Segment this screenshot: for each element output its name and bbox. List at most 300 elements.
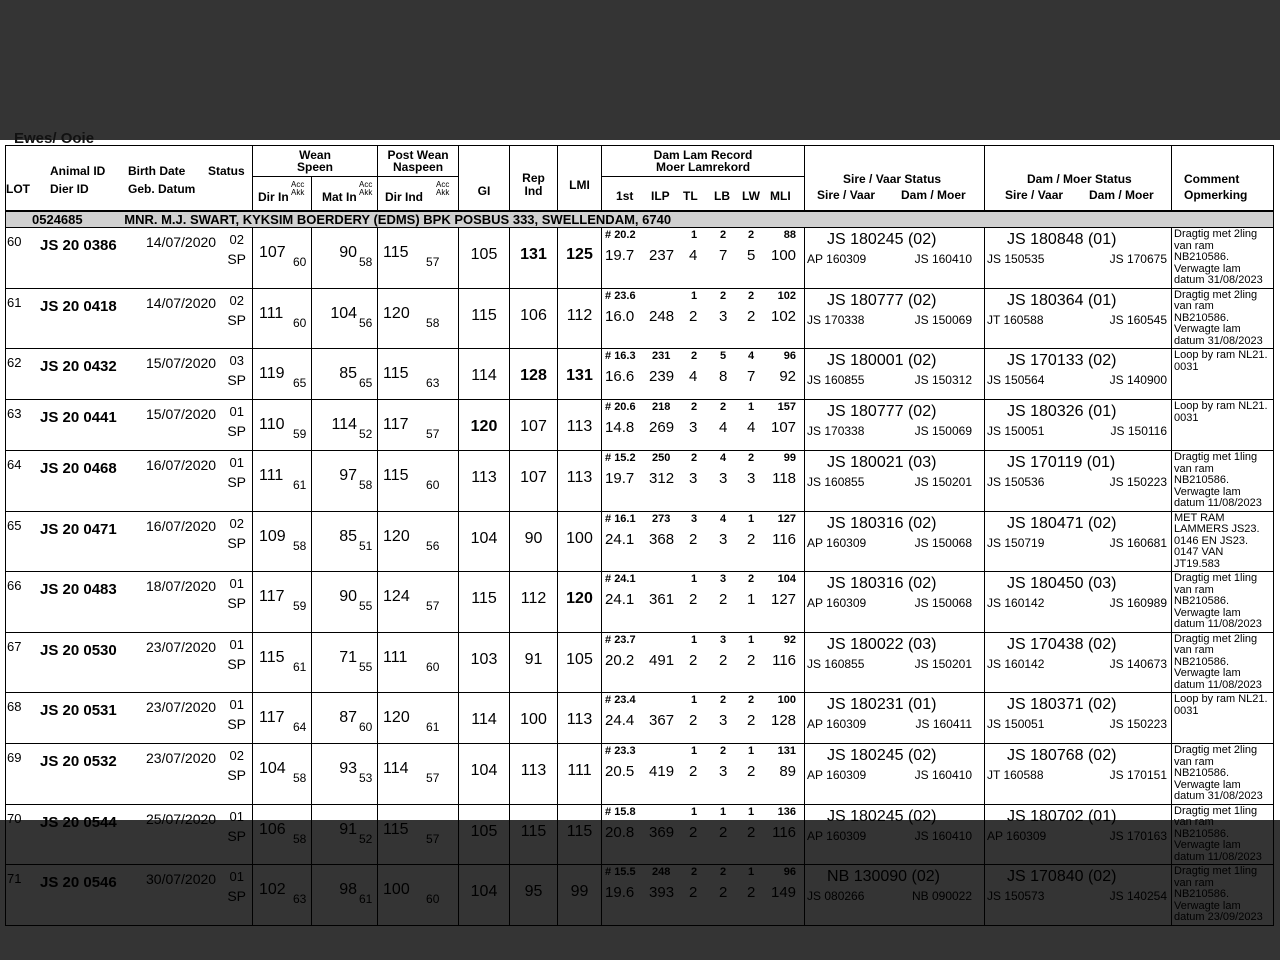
dam-mli-bottom: 127 — [770, 591, 797, 608]
mat-in-value: 90 — [339, 588, 358, 605]
lot-number: 65 — [7, 517, 22, 533]
lot-number: 62 — [7, 355, 22, 370]
dam-tl-top: 2 — [691, 866, 698, 878]
sire-dam-id: JS 160410 — [914, 768, 973, 782]
sire-status-cell — [805, 865, 985, 926]
lot-number: 64 — [7, 457, 22, 472]
geb-datum-header: Geb. Datum — [128, 182, 196, 196]
dam-lb-top: 3 — [720, 633, 727, 646]
rep-ind-value: 91 — [524, 650, 543, 668]
dam-lb-top: 1 — [720, 805, 727, 818]
id-cell — [6, 511, 253, 572]
dam-sire-id: JS 160142 — [987, 656, 1045, 671]
dam-mli-top: 157 — [777, 401, 797, 413]
lmi-value: 113 — [566, 469, 593, 486]
dir-in-cell — [253, 572, 312, 633]
table-row — [6, 349, 1274, 400]
dam-lb-bottom: 3 — [719, 470, 728, 487]
dir-in-acc-value: 64 — [293, 720, 307, 734]
dir-ind-value: 115 — [383, 467, 409, 484]
sire-sire-id: JS 160855 — [807, 656, 865, 671]
animal-id: JS 20 0544 — [40, 813, 117, 831]
status-header: Status — [208, 164, 245, 178]
dir-in-cell — [253, 632, 312, 693]
dam-lb-top: 2 — [720, 694, 727, 706]
dam-tl-top: 3 — [691, 512, 698, 525]
comment-cell — [1172, 693, 1274, 744]
id-cell — [6, 400, 253, 451]
dam-tl-bottom: 2 — [689, 307, 698, 325]
lot-number: 70 — [7, 810, 22, 826]
dam-mli-top: 104 — [777, 573, 797, 585]
lot-number: 66 — [7, 578, 22, 593]
lmi-value: 111 — [567, 762, 592, 779]
dam-lb-bottom: 2 — [719, 823, 728, 841]
lmi-cell — [558, 228, 602, 289]
mat-in-cell — [312, 288, 378, 349]
mat-in-cell — [312, 451, 378, 512]
sire-sire-id: JS 160855 — [807, 373, 865, 387]
mat-in-acc-value: 55 — [359, 599, 373, 613]
dam-id: JS 180848 (01) — [1007, 231, 1117, 248]
lmi-value: 113 — [566, 711, 593, 728]
dir-in-value: 110 — [259, 416, 285, 433]
dam-ilp-top: 250 — [652, 452, 671, 464]
dam-tl-bottom: 2 — [689, 884, 698, 901]
dam-lb-top: 2 — [720, 401, 727, 413]
dam-lw-top: 1 — [748, 633, 755, 646]
status-type: SP — [227, 716, 246, 732]
sire-sire-id: JS 080266 — [807, 889, 865, 903]
dam-id: JS 180371 (02) — [1007, 696, 1117, 713]
dam-tl-top: 2 — [691, 452, 698, 464]
mat-in-cell — [312, 632, 378, 693]
comment-cell — [1172, 228, 1274, 289]
gi-value: 103 — [470, 650, 498, 668]
comment-text: Loop by ram NL21. 0031 — [1174, 693, 1268, 717]
dam-ilp-top: 231 — [652, 350, 671, 362]
dam-mli-top: 99 — [783, 452, 797, 464]
dir-ind-cell — [378, 349, 459, 400]
dir-in-value: 117 — [259, 709, 285, 726]
dam-lam-record-header — [602, 146, 805, 177]
mat-in-acc-value: 61 — [359, 892, 373, 906]
dir-in-header — [253, 177, 312, 211]
comment-text: Dragtig met 1ling van ram NB210586. Verwagte lam datum 11/08/2023 — [1174, 451, 1262, 509]
dir-ind-cell — [378, 288, 459, 349]
lot-number: 60 — [7, 234, 22, 249]
mat-in-cell — [312, 400, 378, 451]
catalogue-sheet — [0, 130, 1280, 923]
gi-value: 105 — [470, 246, 498, 263]
lmi-value: 105 — [566, 650, 593, 668]
rep-ind-value: 115 — [520, 822, 547, 840]
rep-ind-header — [510, 146, 558, 212]
dam-mli-bottom: 92 — [779, 368, 797, 385]
dam-lw-top: 2 — [748, 694, 755, 706]
id-cell — [6, 693, 253, 744]
mat-in-header — [312, 177, 378, 211]
mat-in-acc-value: 56 — [359, 315, 373, 330]
sire-id: JS 180777 (02) — [827, 403, 937, 420]
sire-sire-id: JS 160855 — [807, 475, 865, 489]
rep-label: Rep — [522, 171, 545, 185]
mat-in-value: 97 — [339, 467, 358, 484]
dam-tl-top: 1 — [691, 573, 698, 585]
birth-date: 16/07/2020 — [146, 457, 217, 473]
cropped-title: Ewes/ Ooie — [14, 130, 95, 147]
gi-cell — [459, 451, 510, 512]
naspeen-label: Naspeen — [393, 160, 444, 174]
comment-cell — [1172, 451, 1274, 512]
dam-ilp-bottom: 419 — [649, 763, 675, 780]
dam-first-bottom: 16.0 — [605, 307, 635, 325]
dam-mli-bottom: 89 — [779, 763, 797, 780]
comment-text: Dragtig met 2ling van ram NB210586. Verwagte lam datum 31/08/2023 — [1174, 744, 1263, 802]
dam-lb-top: 4 — [720, 452, 727, 464]
dam-lb-bottom: 2 — [719, 591, 728, 608]
gi-header — [459, 146, 510, 212]
mat-in-value: 85 — [339, 365, 358, 382]
dir-ind-acc: Acc Akk — [436, 180, 450, 198]
mat-in-cell — [312, 804, 378, 865]
post-wean-label: Post Wean — [387, 148, 449, 162]
dam-mli-bottom: 100 — [770, 247, 797, 264]
dam-lw-bottom: 3 — [747, 470, 756, 487]
dam-lw-bottom: 5 — [747, 247, 756, 264]
comment-label: Comment — [1184, 172, 1240, 186]
comment-text: MET RAM LAMMERS JS23. 0146 EN JS23. 0147 VAN JT19.583 — [1174, 511, 1260, 570]
lmi-value: 99 — [570, 883, 589, 900]
sire-status-cell — [805, 400, 985, 451]
sire-dam-id: JS 150069 — [914, 312, 973, 327]
dir-ind-label: Dir Ind — [385, 190, 424, 205]
dam-first-top: # 23.7 — [605, 633, 636, 646]
breeder-code: 0524685 — [32, 212, 83, 227]
sire-status-cell — [805, 288, 985, 349]
table-row — [6, 693, 1274, 744]
mli-label: MLI — [770, 189, 791, 204]
dir-in-acc-value: 65 — [293, 376, 307, 390]
status-code: 01 — [229, 808, 244, 824]
dier-id-header: Dier ID — [50, 182, 89, 196]
dir-ind-cell — [378, 228, 459, 289]
sire-id: JS 180245 (02) — [827, 231, 937, 248]
dam-sire-id: AP 160309 — [987, 828, 1047, 843]
id-cell — [6, 349, 253, 400]
gi-cell — [459, 744, 510, 805]
dam-lam-subheader — [602, 177, 805, 211]
dam-mli-bottom: 116 — [772, 530, 797, 548]
dam-ilp-bottom: 367 — [649, 712, 675, 729]
gi-value: 114 — [471, 711, 497, 728]
sire-sire-id: JS 170338 — [807, 424, 865, 438]
dam-sire-id: JS 150564 — [987, 373, 1045, 387]
dir-in-acc-value: 58 — [293, 771, 307, 785]
sire-dam-id: NB 090022 — [911, 889, 973, 903]
animal-id-header: Animal ID — [50, 164, 106, 178]
dam-sire-id: JT 160588 — [987, 312, 1044, 327]
dam-lb-bottom: 3 — [719, 763, 728, 780]
animal-id: JS 20 0532 — [40, 753, 117, 770]
rep-ind-value: 112 — [520, 590, 547, 607]
dir-in-acc-value: 61 — [293, 478, 307, 492]
dam-status-cell — [985, 349, 1172, 400]
dam-ilp-bottom: 237 — [649, 247, 675, 264]
sire-id: NB 130090 (02) — [827, 868, 940, 885]
dir-in-value: 109 — [259, 527, 286, 545]
dam-tl-top: 1 — [691, 229, 698, 241]
comment-cell — [1172, 804, 1274, 865]
dam-ilp-bottom: 312 — [649, 470, 675, 487]
dam-ilp-bottom: 269 — [649, 419, 675, 436]
table-row — [6, 451, 1274, 512]
dir-in-value: 119 — [259, 365, 285, 382]
ewe-table — [5, 145, 1274, 926]
opmerking-label: Opmerking — [1184, 188, 1248, 202]
dam-ilp-bottom: 239 — [649, 368, 675, 385]
dam-lam-cell — [602, 693, 805, 744]
sire-status-cell — [805, 451, 985, 512]
sire-id: JS 180001 (02) — [827, 352, 937, 369]
sire-sire-id: AP 160309 — [807, 596, 867, 610]
dir-ind-acc-value: 57 — [426, 771, 440, 785]
dir-in-value: 106 — [259, 820, 286, 838]
comment-cell — [1172, 865, 1274, 926]
dir-ind-value: 120 — [383, 527, 410, 545]
mat-in-label: Mat In — [322, 190, 357, 205]
dam-ilp-bottom: 369 — [649, 823, 675, 841]
dam-tl-bottom: 3 — [689, 419, 698, 436]
sire-status-cell — [805, 572, 985, 633]
birth-date: 23/07/2020 — [146, 638, 217, 655]
dam-lam-cell — [602, 744, 805, 805]
dam-lb-bottom: 8 — [719, 368, 728, 385]
status-type: SP — [227, 767, 246, 783]
gi-label: GI — [477, 184, 491, 198]
dam-lam-cell — [602, 228, 805, 289]
rep-ind-value: 128 — [520, 367, 547, 384]
dam-lw-top: 2 — [748, 289, 755, 302]
dam-first-bottom: 24.4 — [605, 712, 635, 729]
animal-id: JS 20 0471 — [40, 520, 117, 538]
dam-lam-cell — [602, 572, 805, 633]
dam-dam-id: JS 150116 — [1110, 424, 1168, 438]
id-cell — [6, 572, 253, 633]
table-row — [6, 288, 1274, 349]
dam-tl-bottom: 3 — [689, 470, 698, 487]
dam-mli-bottom: 116 — [772, 823, 797, 841]
dam-lam-cell — [602, 632, 805, 693]
gi-value: 104 — [470, 529, 498, 547]
dam-lb-top: 5 — [720, 350, 727, 362]
dam-id: JS 180702 (01) — [1007, 807, 1117, 825]
dam-lam-record-label: Dam Lam Record — [653, 148, 753, 162]
sire-status-cell — [805, 632, 985, 693]
dam-id: JS 170133 (02) — [1007, 352, 1117, 369]
dam-mli-top: 88 — [783, 229, 797, 241]
lot-number: 67 — [7, 638, 22, 654]
dam-sire-id: JS 150051 — [987, 717, 1045, 731]
dam-id: JS 170438 (02) — [1007, 635, 1117, 653]
sire-dam-id: JS 150312 — [914, 373, 973, 387]
rep-cell — [510, 400, 558, 451]
wean-label: Wean — [299, 148, 331, 162]
dam-lb-top: 4 — [720, 512, 727, 525]
dam-first-bottom: 20.5 — [605, 763, 635, 780]
sire-status-cell — [805, 349, 985, 400]
lot-number: 68 — [7, 699, 22, 714]
dir-ind-value: 115 — [383, 365, 409, 382]
comment-text: Dragtig met 1ling van ram NB210586. Verwagte lam datum 11/08/2023 — [1174, 572, 1262, 630]
dir-ind-acc-value: 58 — [426, 315, 440, 330]
dam-sire-id: JT 160588 — [987, 768, 1044, 782]
dir-ind-cell — [378, 572, 459, 633]
dam-lb-bottom: 4 — [719, 419, 728, 436]
animal-id: JS 20 0483 — [40, 581, 117, 598]
sire-id: JS 180245 (02) — [827, 807, 937, 825]
dir-ind-acc-value: 60 — [426, 892, 440, 906]
dir-in-acc-value: 63 — [293, 892, 307, 906]
sire-sire-label: Sire / Vaar — [817, 188, 876, 202]
dam-mli-top: 131 — [777, 745, 797, 757]
dir-ind-value: 117 — [383, 416, 409, 433]
gi-value: 115 — [471, 590, 497, 607]
sire-sire-id: AP 160309 — [807, 768, 867, 782]
dir-ind-cell — [378, 451, 459, 512]
birth-date-header: Birth Date — [128, 164, 186, 178]
dam-dam-id: JS 160545 — [1109, 312, 1168, 327]
status-code: 01 — [229, 636, 244, 652]
comment-cell — [1172, 349, 1274, 400]
id-cell — [6, 804, 253, 865]
rep-cell — [510, 511, 558, 572]
dam-lb-bottom: 2 — [719, 651, 728, 669]
dam-dam-id: JS 170675 — [1109, 252, 1168, 266]
mat-in-acc-value: 58 — [359, 478, 373, 492]
sire-dam-id: JS 150201 — [914, 656, 973, 671]
lb-label: LB — [714, 189, 731, 204]
birth-date: 18/07/2020 — [146, 578, 217, 594]
status-code: 02 — [229, 232, 244, 247]
dir-ind-cell — [378, 400, 459, 451]
animal-id: JS 20 0468 — [40, 460, 117, 477]
dam-mli-bottom: 116 — [772, 651, 797, 669]
dam-mli-top: 96 — [783, 350, 797, 362]
dam-id: JS 170840 (02) — [1007, 868, 1117, 885]
dam-first-bottom: 19.7 — [605, 470, 635, 487]
dam-status-cell — [985, 451, 1172, 512]
sire-status-cell — [805, 744, 985, 805]
lmi-cell — [558, 804, 602, 865]
lmi-cell — [558, 511, 602, 572]
dam-lw-bottom: 1 — [747, 591, 756, 608]
status-type: SP — [227, 423, 246, 439]
lmi-value: 125 — [566, 246, 593, 263]
gi-value: 104 — [470, 762, 498, 779]
table-row — [6, 744, 1274, 805]
dir-in-cell — [253, 744, 312, 805]
table-row — [6, 632, 1274, 693]
lot-number: 69 — [7, 750, 22, 765]
dam-tl-bottom: 2 — [689, 591, 698, 608]
speen-label: Speen — [297, 160, 334, 174]
gi-value: 115 — [471, 306, 497, 324]
status-type: SP — [227, 534, 246, 551]
status-code: 02 — [229, 515, 244, 531]
mat-in-acc-value: 65 — [359, 376, 373, 390]
animal-id: JS 20 0531 — [40, 702, 117, 719]
status-code: 02 — [229, 292, 244, 308]
dam-first-top: # 23.4 — [605, 694, 636, 706]
dam-first-top: # 24.1 — [605, 573, 636, 585]
dir-ind-value: 100 — [383, 881, 410, 898]
lmi-value: 112 — [566, 306, 593, 324]
dam-ilp-top: 218 — [652, 401, 671, 413]
status-code: 01 — [229, 697, 244, 712]
animal-id: JS 20 0530 — [40, 641, 117, 659]
mat-in-value: 91 — [339, 820, 358, 838]
sire-dam-id: JS 150068 — [914, 596, 973, 610]
mat-in-cell — [312, 693, 378, 744]
dam-first-bottom: 16.6 — [605, 368, 635, 385]
dam-lam-cell — [602, 865, 805, 926]
comment-cell — [1172, 572, 1274, 633]
dir-in-acc-value: 61 — [293, 659, 307, 674]
dam-tl-bottom: 2 — [689, 763, 698, 780]
dam-id: JS 180450 (03) — [1007, 575, 1117, 592]
dam-first-bottom: 19.6 — [605, 884, 635, 901]
table-row — [6, 804, 1274, 865]
dam-lw-top: 1 — [748, 745, 755, 757]
dir-in-cell — [253, 288, 312, 349]
animal-id: JS 20 0418 — [40, 297, 117, 315]
dam-lb-top: 2 — [720, 866, 727, 878]
rep-cell — [510, 865, 558, 926]
dam-lw-bottom: 7 — [747, 368, 756, 385]
comment-text: Dragtig met 1ling van ram NB210586. Verwagte lam datum 11/08/2023 — [1174, 804, 1262, 863]
breeder-name: MNR. M.J. SWART, KYKSIM BOERDERY (EDMS) BPK POSBUS 333, SWELLENDAM, 6740 — [124, 212, 672, 227]
dam-mli-top: 100 — [777, 694, 797, 706]
dam-sire-label: Sire / Vaar — [1005, 188, 1064, 202]
dam-first-bottom: 20.2 — [605, 651, 635, 669]
table-row — [6, 400, 1274, 451]
dam-tl-top: 1 — [691, 694, 698, 706]
sire-id: JS 180245 (02) — [827, 747, 937, 764]
sire-status-cell — [805, 804, 985, 865]
id-cell — [6, 288, 253, 349]
dam-first-bottom: 24.1 — [605, 530, 635, 548]
animal-id: JS 20 0432 — [40, 358, 117, 375]
sire-dam-id: JS 150201 — [914, 475, 973, 489]
dir-ind-acc-value: 57 — [426, 831, 440, 846]
dam-mli-top: 92 — [783, 633, 797, 646]
status-type: SP — [227, 311, 246, 328]
status-type: SP — [227, 655, 246, 672]
sire-id: JS 180316 (02) — [827, 575, 937, 592]
mat-in-cell — [312, 349, 378, 400]
comment-cell — [1172, 511, 1274, 572]
dam-tl-bottom: 2 — [689, 651, 698, 669]
dam-mli-top: 127 — [777, 512, 797, 525]
dir-in-cell — [253, 228, 312, 289]
lmi-value: 113 — [566, 418, 593, 435]
dam-lam-cell — [602, 451, 805, 512]
gi-cell — [459, 693, 510, 744]
sire-sire-id: AP 160309 — [807, 828, 867, 843]
comment-text: Dragtig met 2ling van ram NB210586. Verwagte lam datum 31/08/2023 — [1174, 288, 1263, 347]
dam-status-cell — [985, 228, 1172, 289]
